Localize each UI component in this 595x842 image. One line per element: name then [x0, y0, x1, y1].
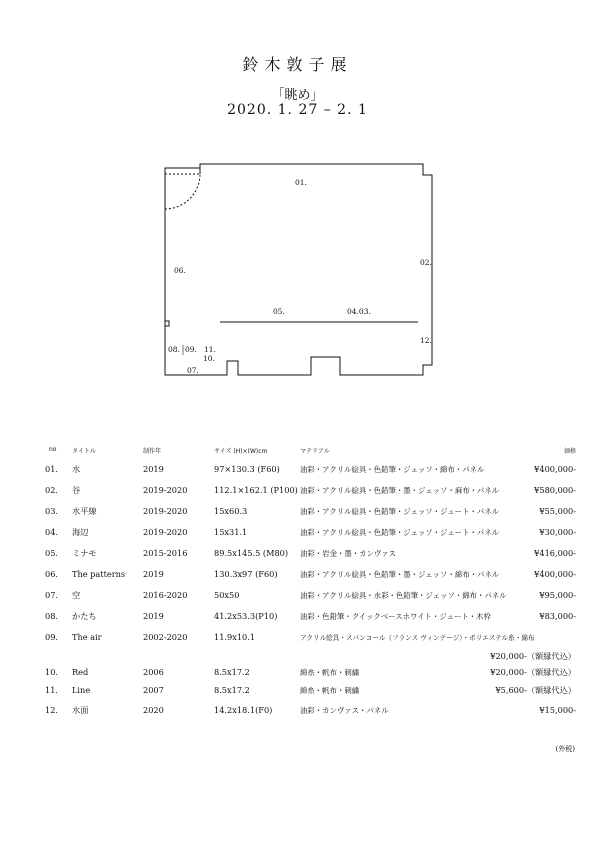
table-row — [0, 685, 595, 699]
row-price: ¥400,000- — [534, 569, 576, 579]
row-no: 06. — [45, 569, 59, 579]
row-year: 2019 — [143, 611, 164, 621]
row-price: ¥95,000- — [539, 590, 576, 600]
row-no: 03. — [45, 506, 59, 516]
plan-label-10: 10. — [203, 354, 215, 363]
row-price: ¥30,000- — [539, 527, 576, 537]
row-size: 8.5x17.2 — [214, 667, 250, 677]
row-material: 油彩・色鉛筆・クイックベースホワイト・ジュート・木枠 — [300, 612, 491, 621]
header-material: マテリアル — [300, 448, 330, 455]
row-size: 14.2x18.1(F0) — [214, 705, 273, 715]
table-row — [0, 667, 595, 681]
header-no: no — [49, 446, 57, 453]
header-price: 価格 — [563, 448, 576, 455]
table-row — [0, 464, 595, 478]
row-no: 02. — [45, 485, 59, 495]
row-year: 2019-2020 — [143, 527, 188, 537]
row-title: The patterns — [72, 569, 126, 579]
row-size: 97×130.3 (F60) — [214, 464, 280, 474]
row-size: 50x50 — [214, 590, 240, 600]
row-title: 空 — [72, 590, 81, 600]
row-price: ¥5,600-（額縁代込） — [495, 685, 576, 695]
row-price: ¥83,000- — [539, 611, 576, 621]
row-no: 09. — [45, 632, 59, 642]
row-title: 水 — [72, 464, 81, 474]
row-no: 04. — [45, 527, 59, 537]
header-year: 制作年 — [143, 448, 162, 455]
row-material: 油彩・アクリル絵具・水彩・色鉛筆・ジェッソ・綿布・パネル — [300, 591, 507, 600]
row-material: 油彩・アクリル絵具・色鉛筆・ジェッソ・ジュート・パネル — [300, 528, 500, 537]
plan-label-11: 11. — [204, 345, 216, 354]
row-size: 8.5x17.2 — [214, 685, 250, 695]
row-size: 15x31.1 — [214, 527, 248, 537]
table-row — [0, 611, 595, 625]
row-price: ¥400,000- — [534, 464, 576, 474]
row-year: 2019 — [143, 569, 164, 579]
row-year: 2019 — [143, 464, 164, 474]
header-title: タイトル — [72, 448, 96, 455]
table-row — [0, 506, 595, 520]
exhibition-title: 鈴木敦子展 — [242, 55, 353, 74]
row-material: 油彩・アクリル絵具・色鉛筆・ジェッソ・綿布・パネル — [300, 465, 485, 474]
row-no: 08. — [45, 611, 59, 621]
row-material: 油彩・カンヴァス・パネル — [300, 706, 389, 715]
table-row — [0, 485, 595, 499]
row-title: Line — [72, 685, 91, 695]
row-size: 15x60.3 — [214, 506, 248, 516]
plan-label-09: 09. — [185, 345, 197, 354]
row-material: 油彩・岩金・墨・カンヴァス — [300, 549, 397, 558]
table-row — [0, 527, 595, 541]
exhibition-subtitle: 「眺め」 — [271, 88, 324, 103]
row-year: 2020 — [143, 705, 164, 715]
table-row — [0, 632, 595, 646]
row-price: ¥55,000- — [539, 506, 576, 516]
row-size: 130.3x97 (F60) — [214, 569, 278, 579]
row-year: 2016-2020 — [143, 590, 188, 600]
exhibition-dates: 2020. 1. 27 – 2. 1 — [227, 102, 368, 118]
row-year: 2019-2020 — [143, 506, 188, 516]
row-material: アクリル絵具・スパンコール（フランス ヴィンテージ）・ポリエステル糸・綿布 — [300, 634, 535, 642]
row-material: 綿糸・帆布・刺繍 — [300, 668, 360, 677]
plan-label-07: 07. — [187, 366, 199, 375]
tax-note: (外税) — [555, 745, 575, 753]
row-title: 海辺 — [72, 527, 89, 537]
row-title: Red — [72, 667, 89, 677]
table-row — [0, 548, 595, 562]
plan-label-06: 06. — [174, 266, 186, 275]
row-no: 07. — [45, 590, 59, 600]
row-price: ¥20,000-（額縁代込） — [490, 667, 576, 677]
row-size: 89.5x145.5 (M80) — [214, 548, 289, 558]
row-price: ¥20,000-（額縁代込） — [490, 651, 576, 661]
row-no: 10. — [45, 667, 59, 677]
row-size: 41.2x53.3(P10) — [214, 611, 278, 621]
row-price: ¥580,000- — [534, 485, 576, 495]
plan-label-0403: 04.03. — [347, 307, 371, 316]
row-year: 2002-2020 — [143, 632, 188, 642]
floor-plan — [150, 150, 450, 390]
plan-label-05: 05. — [273, 307, 285, 316]
table-row — [0, 705, 595, 719]
door-swing — [165, 174, 200, 209]
row-year: 2006 — [143, 667, 164, 677]
plan-label-01: 01. — [295, 178, 307, 187]
plan-label-08: 08. — [168, 345, 180, 354]
wall-fixture — [165, 321, 169, 326]
row-material: 綿糸・帆布・刺繍 — [300, 686, 360, 695]
row-no: 12. — [45, 705, 59, 715]
row-title: 谷 — [72, 485, 81, 495]
row-no: 11. — [45, 685, 59, 695]
row-no: 05. — [45, 548, 59, 558]
table-row — [0, 590, 595, 604]
plan-label-12: 12. — [420, 336, 432, 345]
row-price: ¥416,000- — [534, 548, 576, 558]
row-price: ¥15,000- — [539, 705, 576, 715]
floor-plan-walls — [165, 164, 432, 375]
table-row — [0, 651, 595, 665]
row-title: 水面 — [72, 705, 89, 715]
row-material: 油彩・アクリル絵具・色鉛筆・墨・ジェッソ・麻布・パネル — [300, 486, 500, 495]
row-material: 油彩・アクリル絵具・色鉛筆・ジェッソ・ジュート・パネル — [300, 507, 500, 516]
row-year: 2007 — [143, 685, 164, 695]
row-title: 水平線 — [72, 506, 97, 516]
row-title: かたち — [72, 611, 97, 621]
row-size: 112.1×162.1 (P100) — [214, 485, 298, 495]
row-year: 2015-2016 — [143, 548, 188, 558]
header-size: サイズ (H)×(W)cm — [214, 448, 268, 455]
row-title: ミナモ — [72, 548, 97, 558]
row-title: The air — [72, 632, 102, 642]
row-no: 01. — [45, 464, 59, 474]
row-material: 油彩・アクリル絵具・色鉛筆・墨・ジェッソ・綿布・パネル — [300, 570, 500, 579]
table-row — [0, 569, 595, 583]
plan-label-02: 02. — [420, 258, 432, 267]
row-year: 2019-2020 — [143, 485, 188, 495]
row-size: 11.9x10.1 — [214, 632, 256, 642]
